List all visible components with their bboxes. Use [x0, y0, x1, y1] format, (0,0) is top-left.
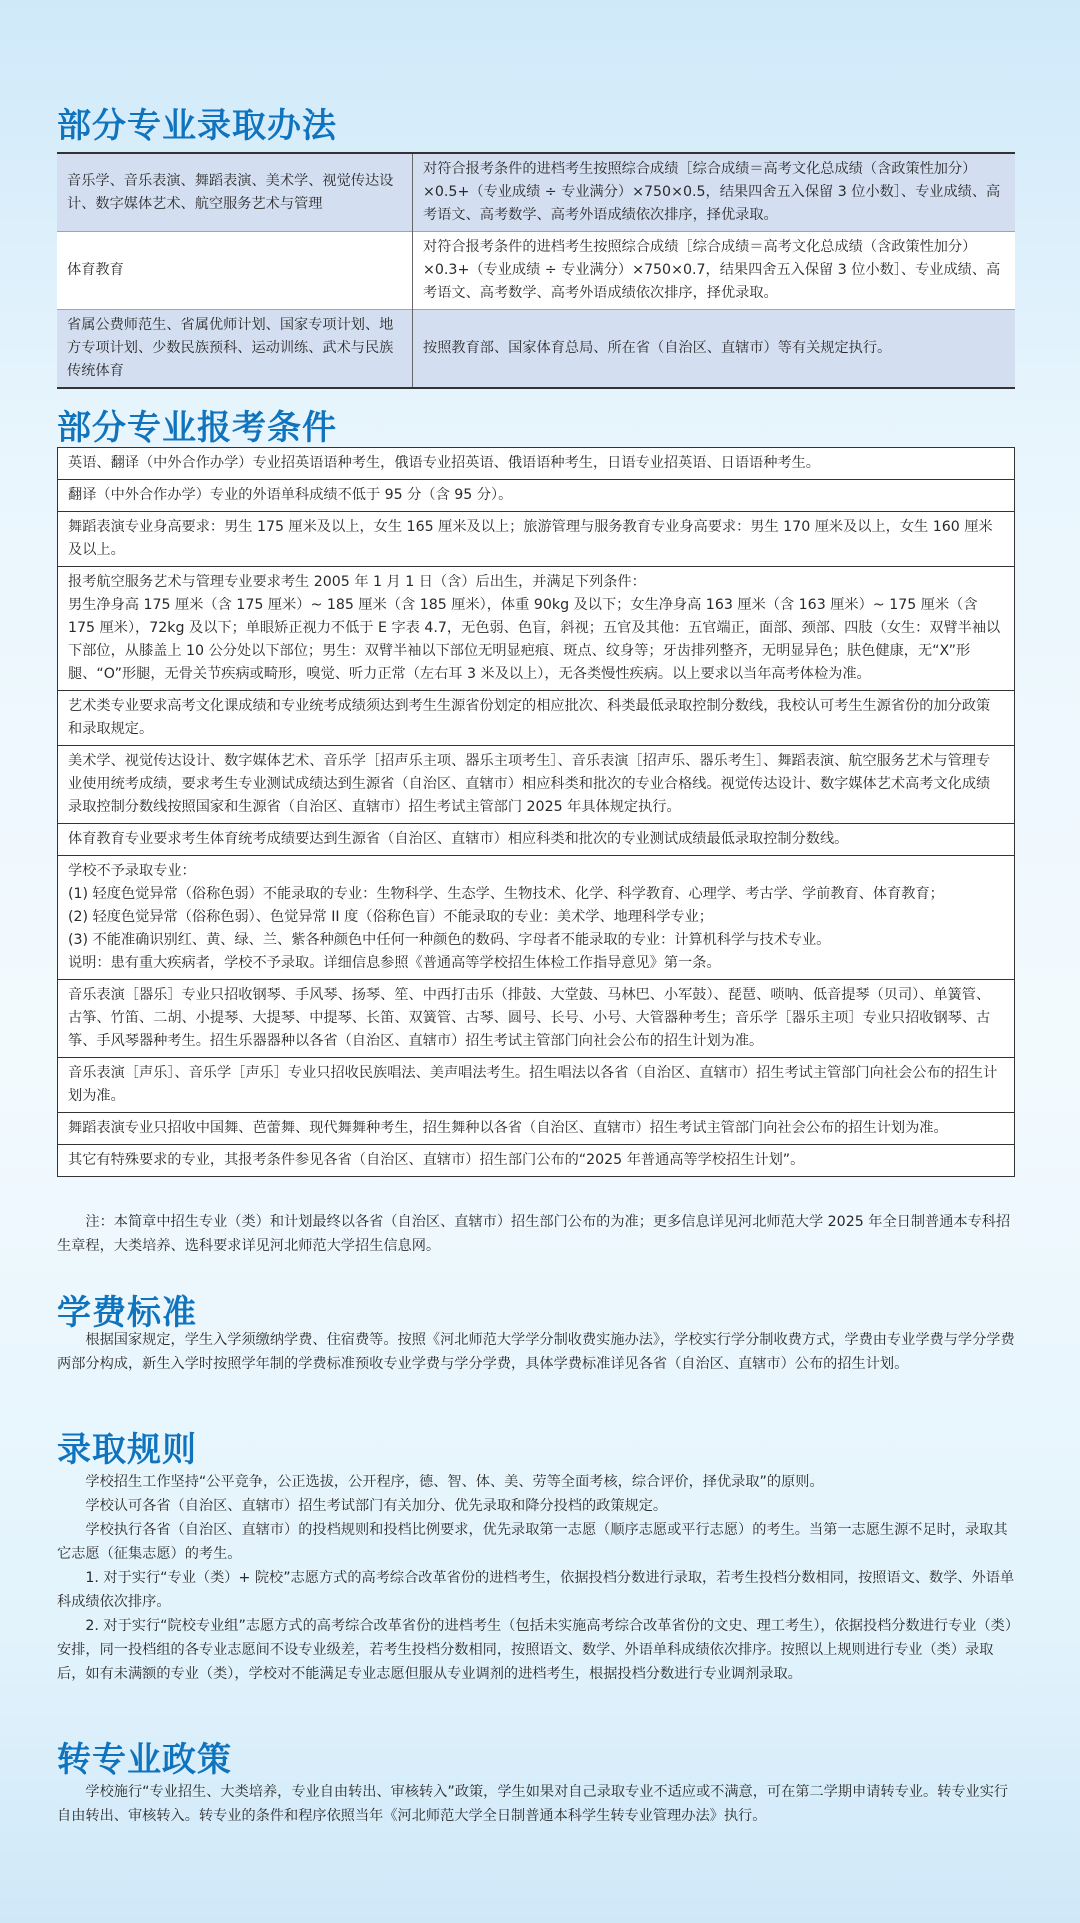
admission-methods-table: [57, 152, 1015, 389]
requirement-text: 美术学、视觉传达设计、数字媒体艺术、音乐学［招声乐主项、器乐主项考生］、音乐表演［招声乐、器乐考生］、舞蹈表演、航空服务艺术与管理专业使用统考成绩，要求考生专业测试成绩达到生源省（自治区、直辖市）相应科类和批次的专业合格线。视觉传达设计、数字媒体艺术高考文化成绩录取控制分数线按照国家和生源省（自治区、直辖市）招生考试主管部门 2025 年具体规定执行。: [68, 753, 991, 815]
requirement-text: (1) 轻度色觉异常（俗称色弱）不能录取的专业：生物科学、生态学、生物技术、化学、科学教育、心理学、考古学、学前教育、体育教育；: [68, 886, 944, 902]
requirement-cell: [58, 691, 1015, 746]
table-row: [57, 153, 1015, 232]
requirement-text: (3) 不能准确识别红、黄、绿、兰、紫各种颜色中任何一种颜色的数码、字母者不能录取的专业：计算机科学与技术专业。: [68, 932, 831, 948]
table-row: [58, 1058, 1015, 1113]
table-row: [58, 824, 1015, 856]
section-title-application-requirements: 部分专业报考条件: [57, 408, 337, 448]
requirement-cell: [58, 824, 1015, 856]
requirement-text: 男生净身高 175 厘米（含 175 厘米）~ 185 厘米（含 185 厘米），体重 90kg 及以下；女生净身高 163 厘米（含 163 厘米）~ 175 厘米（含 175 厘米），72kg 及以下；单眼矫正视力不低于 E 字表 4.7，无色弱、色盲，斜视；五官及其他：五官端正，面部、颈部、四肢（女生：双臂半袖以下部位，从膝盖上 10 公分处以下部位；男生：双臂半袖以下部位无明显疤痕、斑点、纹身等；牙齿排列整齐，无明显异色；肤色健康，无“X”形腿、“O”形腿，无骨关节疾病或畸形，嗅觉、听力正常（左右耳 3 米及以上），无各类慢性疾病。以上要求以当年高考体检为准。: [68, 597, 1001, 682]
requirement-cell: [58, 1113, 1015, 1145]
requirement-text: 英语、翻译（中外合作办学）专业招英语语种考生，俄语专业招英语、俄语语种考生，日语专业招英语、日语语种考生。: [68, 455, 820, 471]
table-row: [57, 232, 1015, 310]
requirement-text: 报考航空服务艺术与管理专业要求考生 2005 年 1 月 1 日（含）后出生，并满足下列条件：: [68, 574, 646, 590]
requirement-text: 翻译（中外合作办学）专业的外语单科成绩不低于 95 分（含 95 分）。: [68, 487, 513, 503]
requirement-cell: [58, 1145, 1015, 1177]
table-row: [58, 856, 1015, 980]
table-row: [58, 1113, 1015, 1145]
major-group-cell: 省属公费师范生、省属优师计划、国家专项计划、地方专项计划、少数民族预科、运动训练、武术与民族传统体育: [57, 310, 413, 389]
requirement-text: 舞蹈表演专业只招收中国舞、芭蕾舞、现代舞舞种考生，招生舞种以各省（自治区、直辖市）招生考试主管部门向社会公布的招生计划为准。: [68, 1120, 948, 1136]
requirement-text: 说明：患有重大疾病者，学校不予录取。详细信息参照《普通高等学校招生体检工作指导意见》第一条。: [68, 955, 721, 971]
rules-paragraph: 1. 对于实行“专业（类）+ 院校”志愿方式的高考综合改革省份的进档考生，依据投档分数进行录取，若考生投档分数相同，按照语文、数学、外语单科成绩依次排序。: [57, 1570, 1015, 1610]
application-requirements-table: [57, 447, 1015, 1177]
requirement-text: 体育教育专业要求考生体育统考成绩要达到生源省（自治区、直辖市）相应科类和批次的专业测试成绩最低录取控制分数线。: [68, 831, 849, 847]
rules-paragraph: 2. 对于实行“院校专业组”志愿方式的高考综合改革省份的进档考生（包括未实施高考综合改革省份的文史、理工考生），依据投档分数进行专业（类）安排，同一投档组的各专业志愿间不设专业级差，若考生投档分数相同，按照语文、数学、外语单科成绩依次排序。按照以上规则进行专业（类）录取后，如有未满额的专业（类），学校对不能满足专业志愿但服从专业调剂的进档考生，根据投档分数进行专业调剂录取。: [57, 1618, 1012, 1682]
table-row: [58, 512, 1015, 567]
requirement-text: (2) 轻度色觉异常（俗称色弱）、色觉异常 II 度（俗称色盲）不能录取的专业：美术学、地理科学专业；: [68, 909, 713, 925]
table-row: [58, 691, 1015, 746]
section-title-major-transfer: 转专业政策: [57, 1740, 232, 1780]
rules-paragraph: 学校执行各省（自治区、直辖市）的投档规则和投档比例要求，优先录取第一志愿（顺序志愿或平行志愿）的考生。当第一志愿生源不足时，录取其它志愿（征集志愿）的考生。: [57, 1522, 1008, 1562]
requirement-cell: [58, 512, 1015, 567]
section-title-admission-rules: 录取规则: [57, 1430, 197, 1470]
requirement-cell: [58, 448, 1015, 480]
table-row: [58, 480, 1015, 512]
table-row: [58, 448, 1015, 480]
requirement-cell: [58, 980, 1015, 1058]
table-row: [58, 746, 1015, 824]
section-title-admission-methods: 部分专业录取办法: [57, 106, 337, 146]
rules-paragraph: 学校认可各省（自治区、直辖市）招生考试部门有关加分、优先录取和降分投档的政策规定。: [85, 1498, 668, 1514]
requirement-cell: [58, 746, 1015, 824]
note-text: 注：本简章中招生专业（类）和计划最终以各省（自治区、直辖市）招生部门公布的为准；更多信息详见河北师范大学 2025 年全日制普通本专科招生章程，大类培养、选科要求详见河北师范大学招生信息网。: [57, 1214, 1011, 1254]
transfer-paragraph: 学校施行“专业招生、大类培养，专业自由转出、审核转入”政策，学生如果对自己录取专业不适应或不满意，可在第二学期申请转专业。转专业实行自由转出、审核转入。转专业的条件和程序依照当年《河北师范大学全日制普通本科学生转专业管理办法》执行。: [57, 1784, 1009, 1824]
requirement-text: 其它有特殊要求的专业，其报考条件参见各省（自治区、直辖市）招生部门公布的“2025 年普通高等学校招生计划”。: [68, 1152, 805, 1168]
table-row: [58, 1145, 1015, 1177]
requirement-text: 舞蹈表演专业身高要求：男生 175 厘米及以上，女生 165 厘米及以上；旅游管理与服务教育专业身高要求：男生 170 厘米及以上，女生 160 厘米及以上。: [68, 519, 993, 558]
method-cell: 对符合报考条件的进档考生按照综合成绩［综合成绩＝高考文化总成绩（含政策性加分）×0.3+（专业成绩 ÷ 专业满分）×750×0.7，结果四舍五入保留 3 位小数］、专业成绩、高考语文、高考数学、高考外语成绩依次排序，择优录取。: [413, 232, 1016, 310]
requirement-text: 学校不予录取专业：: [68, 863, 196, 879]
tuition-paragraph: 根据国家规定，学生入学须缴纳学费、住宿费等。按照《河北师范大学学分制收费实施办法》，学校实行学分制收费方式，学费由专业学费与学分学费两部分构成，新生入学时按照学年制的学费标准预收专业学费与学分学费，具体学费标准详见各省（自治区、直辖市）公布的招生计划。: [57, 1332, 1015, 1372]
requirement-cell: [58, 856, 1015, 980]
major-group-cell: 音乐学、音乐表演、舞蹈表演、美术学、视觉传达设计、数字媒体艺术、航空服务艺术与管理: [57, 153, 413, 232]
major-group-cell: 体育教育: [57, 232, 413, 310]
requirement-text: 音乐表演［器乐］专业只招收钢琴、手风琴、扬琴、笙、中西打击乐（排鼓、大堂鼓、马林巴、小军鼓）、琵琶、唢呐、低音提琴（贝司）、单簧管、古筝、竹笛、二胡、小提琴、大提琴、中提琴、长笛、双簧管、古琴、圆号、长号、小号、大管器种考生；音乐学［器乐主项］专业只招收钢琴、古筝、手风琴器种考生。招生乐器器种以各省（自治区、直辖市）招生考试主管部门向社会公布的招生计划为准。: [68, 987, 991, 1049]
method-cell: 按照教育部、国家体育总局、所在省（自治区、直辖市）等有关规定执行。: [413, 310, 1016, 389]
requirement-text: 艺术类专业要求高考文化课成绩和专业统考成绩须达到考生生源省份划定的相应批次、科类最低录取控制分数线，我校认可考生生源省份的加分政策和录取规定。: [68, 698, 991, 737]
requirement-cell: [58, 567, 1015, 691]
requirement-cell: [58, 1058, 1015, 1113]
table-row: [58, 980, 1015, 1058]
table-row: [58, 567, 1015, 691]
requirement-cell: [58, 480, 1015, 512]
requirement-text: 音乐表演［声乐］、音乐学［声乐］专业只招收民族唱法、美声唱法考生。招生唱法以各省（自治区、直辖市）招生考试主管部门向社会公布的招生计划为准。: [68, 1065, 998, 1104]
method-cell: 对符合报考条件的进档考生按照综合成绩［综合成绩＝高考文化总成绩（含政策性加分）×0.5+（专业成绩 ÷ 专业满分）×750×0.5，结果四舍五入保留 3 位小数］、专业成绩、高考语文、高考数学、高考外语成绩依次排序，择优录取。: [413, 153, 1016, 232]
table-row: [57, 310, 1015, 389]
section-title-tuition: 学费标准: [57, 1293, 197, 1333]
rules-paragraph: 学校招生工作坚持“公平竞争，公正选拔，公开程序，德、智、体、美、劳等全面考核，综合评价，择优录取”的原则。: [85, 1474, 824, 1490]
